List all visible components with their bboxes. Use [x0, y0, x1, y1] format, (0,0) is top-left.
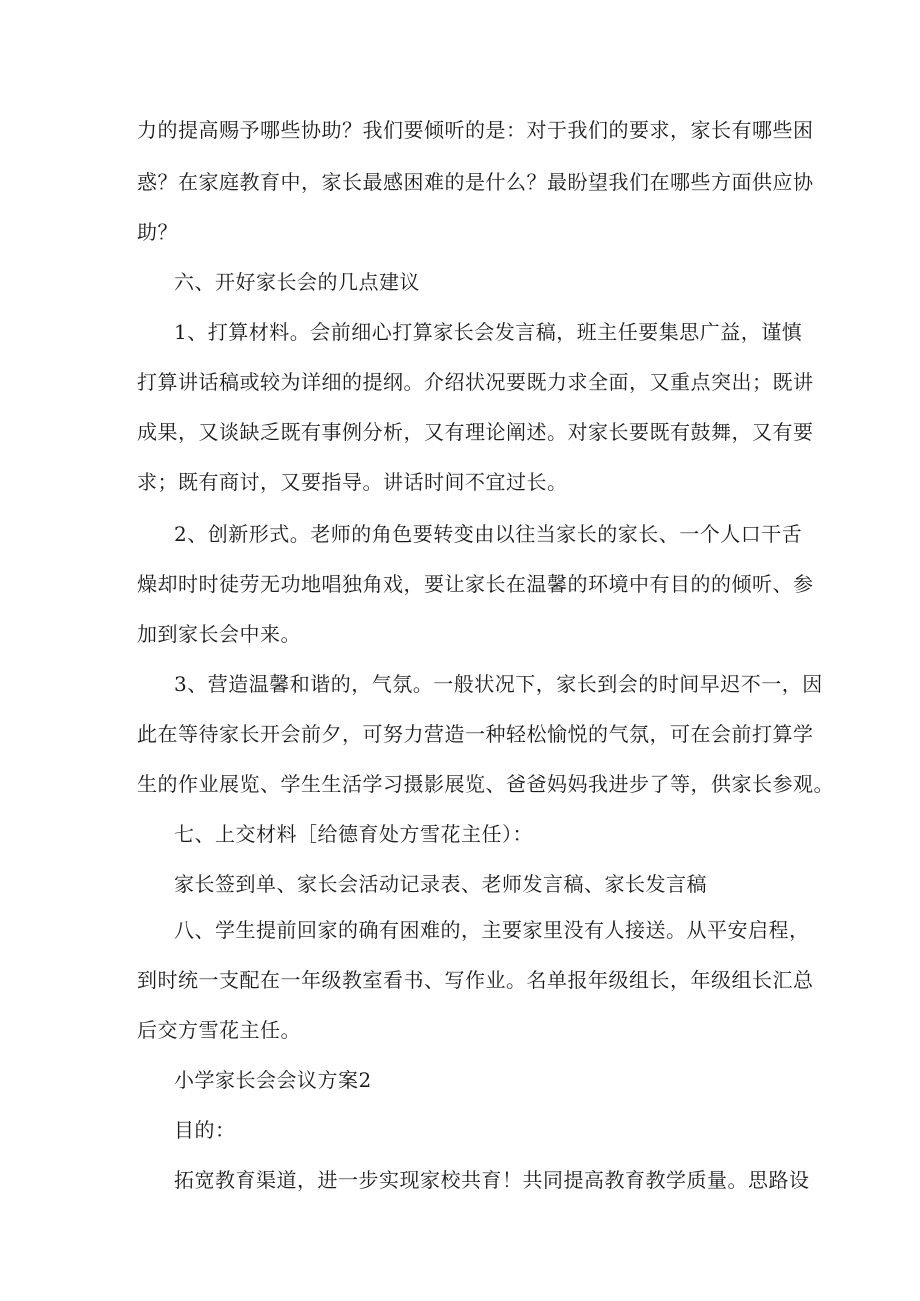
text-line: 加到家长会中来。: [137, 622, 301, 646]
text-line: 八、学生提前回家的确有困难的，主要家里没有人接送。从平安启程，: [174, 918, 810, 942]
text-line: 生的作业展览、学生生活学习摄影展览、爸爸妈妈我进步了等，供家长参观。: [137, 772, 834, 796]
text-line: 到时统一支配在一年级教室看书、写作业。名单报年级组长，年级组长汇总: [137, 968, 814, 992]
text-line: 求；既有商讨，又要指导。讲话时间不宜过长。: [137, 470, 568, 494]
text-line: 家长签到单、家长会活动记录表、老师发言稿、家长发言稿: [174, 872, 707, 896]
text-line: 此在等待家长开会前夕，可努力营造一种轻松愉悦的气氛，可在会前打算学: [137, 722, 814, 746]
text-line: 惑？在家庭教育中，家长最感困难的是什么？最盼望我们在哪些方面供应协: [137, 170, 814, 194]
text-line: 拓宽教育渠道，进一步实现家校共育！共同提高教育教学质量。思路设: [174, 1168, 810, 1192]
section-heading-6: 六、开好家长会的几点建议: [174, 270, 420, 294]
text-line: 成果，又谈缺乏既有事例分析，又有理论阐述。对家长要既有鼓舞，又有要: [137, 420, 814, 444]
text-line: 力的提高赐予哪些协助？我们要倾听的是：对于我们的要求，家长有哪些困: [137, 118, 814, 142]
goal-heading: 目的：: [174, 1118, 236, 1142]
text-line: 打算讲话稿或较为详细的提纲。介绍状况要既力求全面，又重点突出；既讲: [137, 370, 814, 394]
text-line: 1、打算材料。会前细心打算家长会发言稿，班主任要集思广益，谨慎: [174, 320, 803, 344]
text-line: 3、营造温馨和谐的，气氛。一般状况下，家长到会的时间早迟不一，因: [174, 672, 823, 696]
section-heading-7: 七、上交材料［给德育处方雪花主任）：: [174, 822, 533, 846]
document-subtitle: 小学家长会会议方案2: [174, 1068, 372, 1092]
text-line: 2、创新形式。老师的角色要转变由以往当家长的家长、一个人口干舌: [174, 522, 803, 546]
text-line: 助？: [137, 220, 178, 244]
text-line: 后交方雪花主任。: [137, 1018, 301, 1042]
text-line: 燥却时时徒劳无功地唱独角戏，要让家长在温馨的环境中有目的的倾听、参: [137, 572, 814, 596]
